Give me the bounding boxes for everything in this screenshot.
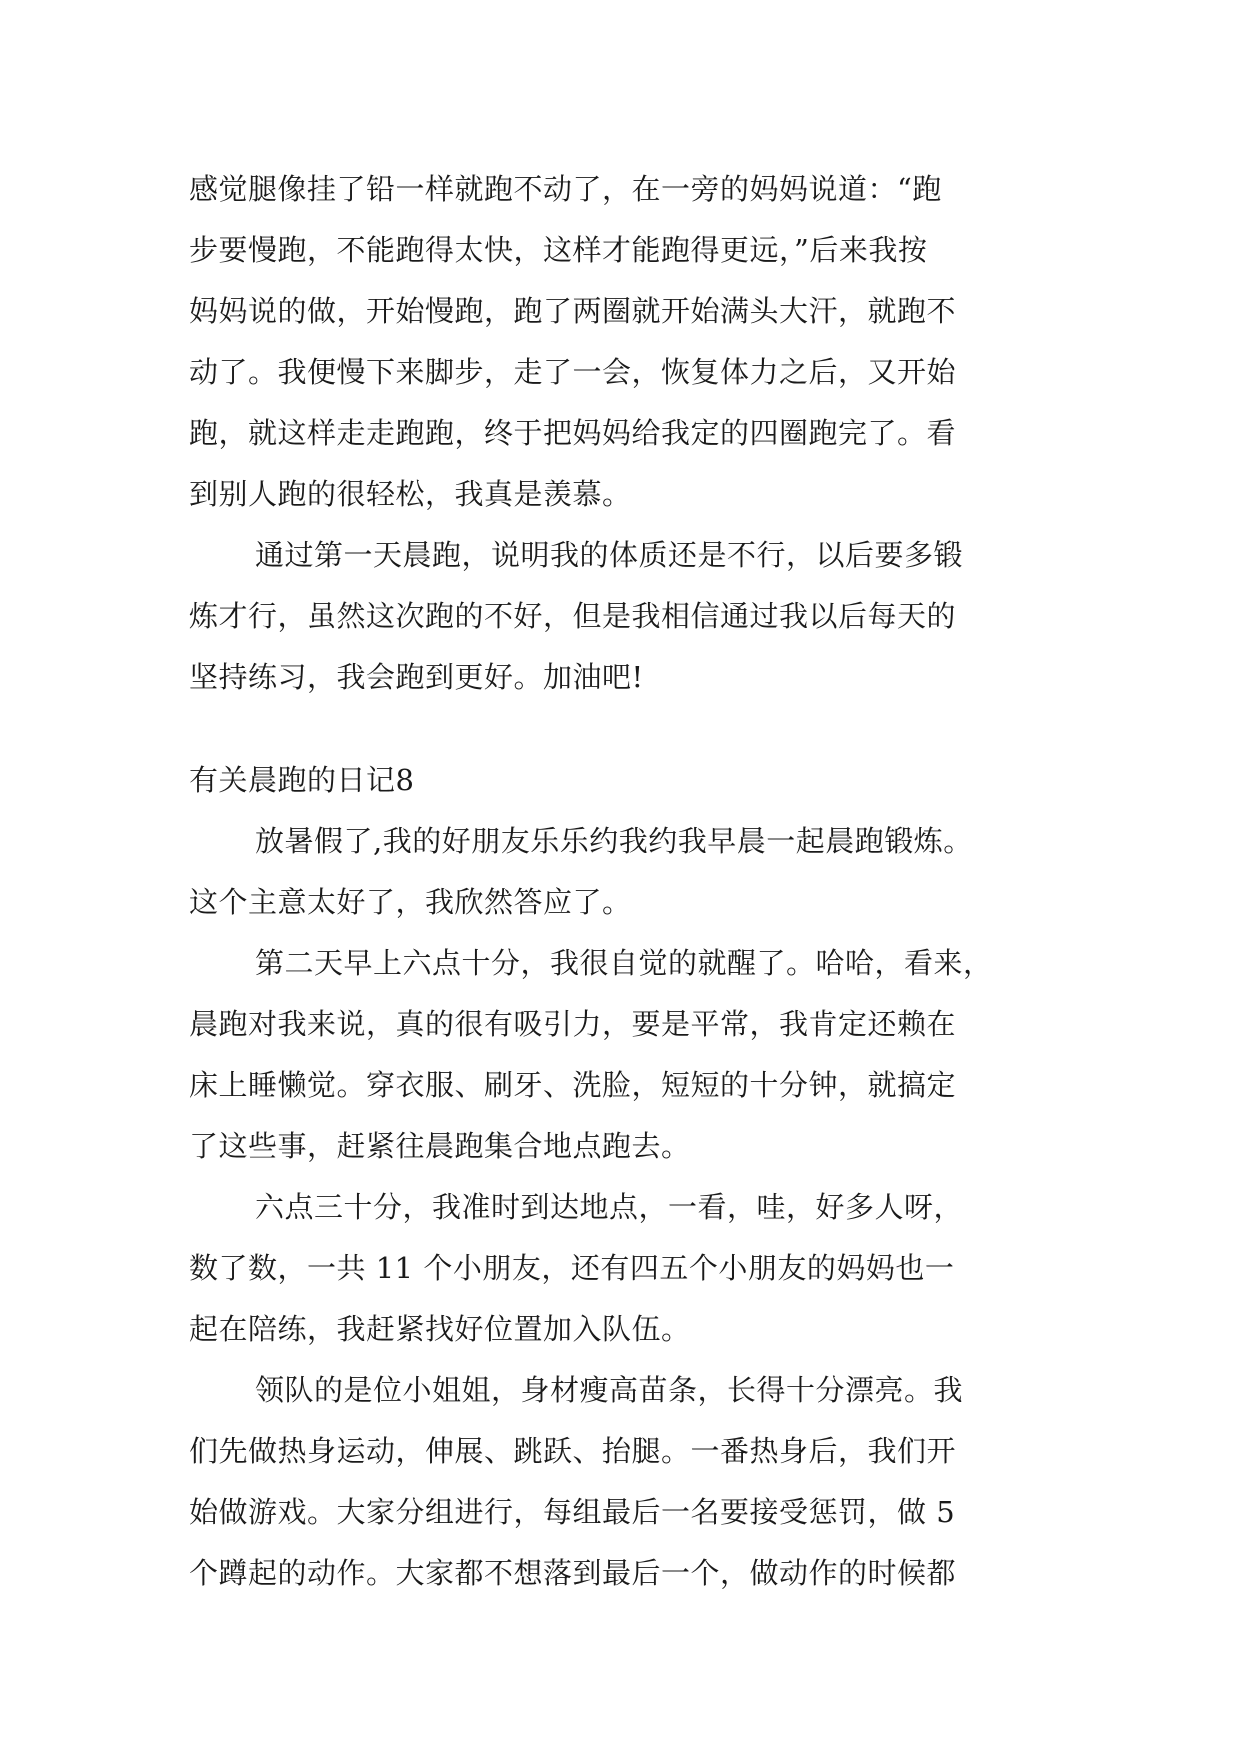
text-line: 动了。我便慢下来脚步，走了一会，恢复体力之后，又开始 [189, 355, 957, 389]
text-line: 始做游戏。大家分组进行，每组最后一名要接受惩罚，做 5 [189, 1495, 956, 1529]
paragraph-1 [189, 811, 1069, 933]
paragraph-2 [189, 933, 1069, 1177]
text-line: 这个主意太好了，我欣然答应了。 [189, 885, 632, 919]
paragraph-conclusion [189, 525, 1069, 708]
text-line: 个蹲起的动作。大家都不想落到最后一个，做动作的时候都 [189, 1556, 957, 1590]
text-line: 到别人跑的很轻松，我真是羡慕。 [189, 477, 632, 511]
text-line: 感觉腿像挂了铅一样就跑不动了，在一旁的妈妈说道：“跑 [189, 172, 942, 206]
document-body [189, 159, 1069, 1604]
paragraph-3 [189, 1177, 1069, 1360]
text-line: 第二天早上六点十分，我很自觉的就醒了。哈哈，看来， [255, 946, 993, 980]
text-line: 数了数，一共 11 个小朋友，还有四五个小朋友的妈妈也一 [189, 1251, 955, 1285]
paragraph-continuation [189, 159, 1069, 525]
text-line: 六点三十分，我准时到达地点，一看，哇，好多人呀， [255, 1190, 964, 1224]
paragraph-4 [189, 1360, 1069, 1604]
text-line: 跑，就这样走走跑跑，终于把妈妈给我定的四圈跑完了。看 [189, 416, 957, 450]
text-line: 领队的是位小姐姐，身材瘦高苗条，长得十分漂亮。我 [255, 1373, 964, 1407]
text-line: 坚持练习，我会跑到更好。加油吧! [189, 660, 644, 694]
text-line: 床上睡懒觉。穿衣服、刷牙、洗脸，短短的十分钟，就搞定 [189, 1068, 957, 1102]
text-line: 妈妈说的做，开始慢跑，跑了两圈就开始满头大汗，就跑不 [189, 294, 957, 328]
text-line: 们先做热身运动，伸展、跳跃、抬腿。一番热身后，我们开 [189, 1434, 957, 1468]
text-line: 了这些事，赶紧往晨跑集合地点跑去。 [189, 1129, 691, 1163]
text-line: 步要慢跑，不能跑得太快，这样才能跑得更远，”后来我按 [189, 233, 928, 267]
text-line: 炼才行，虽然这次跑的不好，但是我相信通过我以后每天的 [189, 599, 957, 633]
paragraph-gap [189, 708, 1069, 750]
text-line: 起在陪练，我赶紧找好位置加入队伍。 [189, 1312, 691, 1346]
diary-heading: 有关晨跑的日记8 [189, 763, 415, 797]
text-line: 通过第一天晨跑，说明我的体质还是不行，以后要多锻 [255, 538, 964, 572]
text-line: 放暑假了,我的好朋友乐乐约我约我早晨一起晨跑锻炼。 [255, 824, 973, 858]
text-line: 晨跑对我来说，真的很有吸引力，要是平常，我肯定还赖在 [189, 1007, 957, 1041]
